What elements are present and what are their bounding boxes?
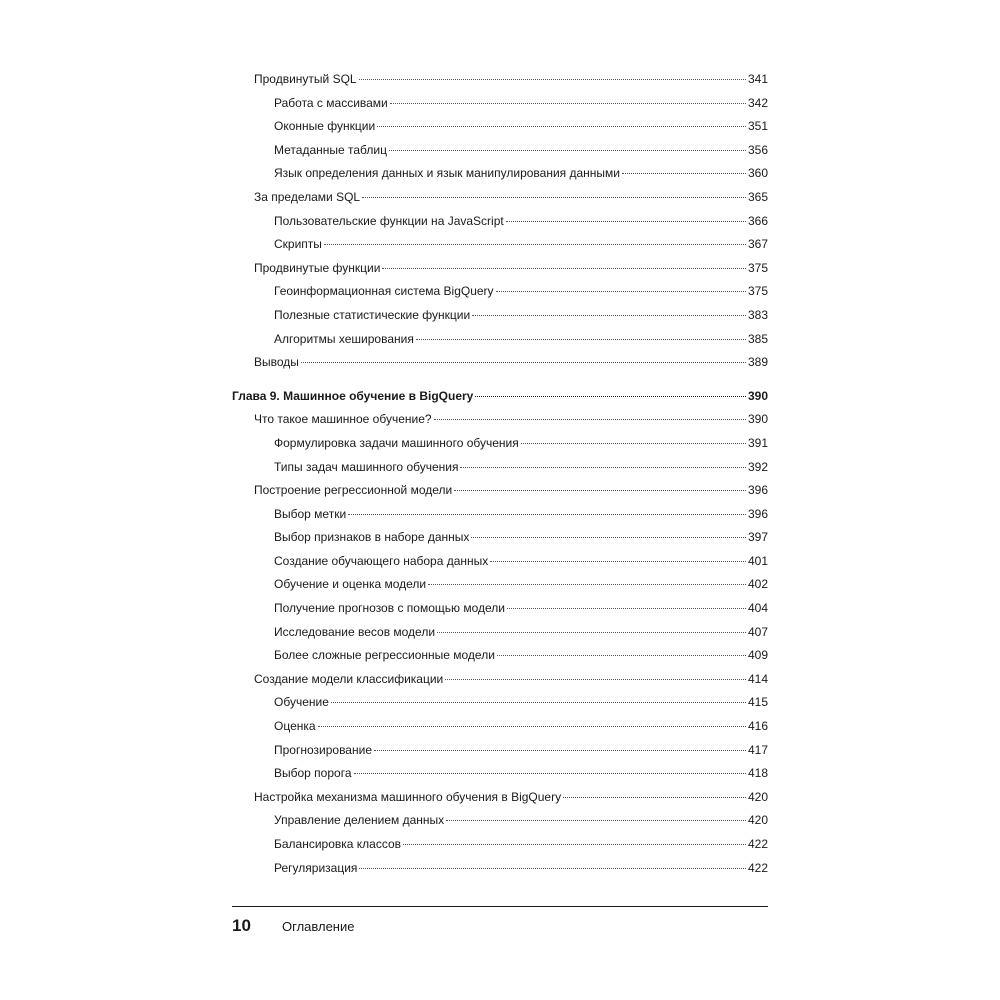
toc-entry xyxy=(232,526,768,550)
toc-entry-title: Настройка механизма машинного обучения в BigQuery xyxy=(254,789,562,804)
toc-entry-page: 396 xyxy=(747,483,768,498)
toc-leader-dots xyxy=(496,291,746,292)
toc-leader-dots xyxy=(362,197,746,198)
toc-entry-title: Выбор признаков в наборе данных xyxy=(274,530,470,545)
toc-entry-title: Продвинутые функции xyxy=(254,260,381,275)
toc-entry-page: 389 xyxy=(747,355,768,370)
toc-entry-page: 401 xyxy=(747,553,768,568)
toc-entry-title: Выбор порога xyxy=(274,766,352,781)
toc-entry-page: 422 xyxy=(747,837,768,851)
toc-entry xyxy=(232,644,768,668)
toc-entry-title: За пределами SQL xyxy=(254,189,361,204)
toc-entry xyxy=(232,139,768,163)
toc-entry xyxy=(232,857,768,881)
toc-entry xyxy=(232,739,768,763)
toc-entry-title: Обучение и оценка модели xyxy=(274,577,427,592)
toc-entry-title: Создание обучающего набора данных xyxy=(274,553,489,568)
toc-entry xyxy=(232,456,768,480)
toc-entry-title: Регуляризация xyxy=(274,860,358,875)
toc-leader-dots xyxy=(359,79,746,80)
toc-entry-title: Построение регрессионной модели xyxy=(254,483,453,498)
toc-entry-title: Оценка xyxy=(274,719,316,734)
toc-leader-dots xyxy=(454,490,746,491)
toc-entry-title: Исследование весов модели xyxy=(274,624,436,639)
toc-leader-dots xyxy=(377,126,746,127)
toc-entry xyxy=(232,162,768,186)
toc-entry-title: Балансировка классов xyxy=(274,837,402,851)
toc-leader-dots xyxy=(445,679,746,680)
toc-entry-page: 415 xyxy=(747,695,768,710)
toc-entry-page: 420 xyxy=(747,789,768,804)
toc-entry-page: 407 xyxy=(747,624,768,639)
toc-entry-page: 375 xyxy=(747,284,768,299)
toc-entry-title: Что такое машинное обучение? xyxy=(254,412,432,427)
toc-entry xyxy=(232,304,768,328)
footer-section-title: Оглавление xyxy=(282,918,355,934)
toc-entry-title: Управление делением данных xyxy=(274,813,445,828)
toc-entry-title: Работа с массивами xyxy=(274,95,388,110)
toc-leader-dots xyxy=(434,419,746,420)
toc-entry-page: 414 xyxy=(747,671,768,686)
toc-entry-title: Продвинутый SQL xyxy=(254,72,357,86)
toc-leader-dots xyxy=(374,750,746,751)
toc-entry-page: 390 xyxy=(747,388,768,403)
toc-leader-dots xyxy=(324,244,746,245)
toc-entry-page: 402 xyxy=(747,577,768,592)
toc-entry-page: 404 xyxy=(747,601,768,616)
toc-entry xyxy=(232,503,768,527)
toc-entry-title: Выводы xyxy=(254,355,299,370)
toc-entry xyxy=(232,432,768,456)
toc-entry xyxy=(232,233,768,257)
toc-entry-page: 383 xyxy=(747,307,768,322)
toc-entry-title: Метаданные таблиц xyxy=(274,142,387,157)
toc-leader-dots xyxy=(389,150,746,151)
toc-leader-dots xyxy=(348,514,746,515)
toc-entry xyxy=(232,597,768,621)
toc-entry-title: Формулировка задачи машинного обучения xyxy=(274,435,519,450)
toc-entry-page: 390 xyxy=(747,412,768,427)
toc-leader-dots xyxy=(497,655,746,656)
toc-leader-dots xyxy=(506,221,746,222)
toc-entry-page: 391 xyxy=(747,435,768,450)
toc-leader-dots xyxy=(507,608,746,609)
toc-entry-title: Прогнозирование xyxy=(274,742,372,757)
toc-entry xyxy=(232,186,768,210)
toc-entry-title: Алгоритмы хеширования xyxy=(274,331,414,346)
toc-leader-dots xyxy=(622,173,746,174)
toc-entry xyxy=(232,257,768,281)
toc-entry-title: Язык определения данных и язык манипулирования данными xyxy=(274,166,621,181)
toc-leader-dots xyxy=(318,726,746,727)
toc-entry-page: 418 xyxy=(747,766,768,781)
toc-leader-dots xyxy=(472,315,746,316)
toc-entry-page: 365 xyxy=(747,189,768,204)
toc-entry-title: Выбор метки xyxy=(274,506,347,521)
toc-entry xyxy=(232,691,768,715)
toc-entry-title: Создание модели классификации xyxy=(254,671,444,686)
toc-entry xyxy=(232,408,768,432)
toc-leader-dots xyxy=(475,396,746,397)
toc-entry-page: 396 xyxy=(747,506,768,521)
toc-entry-page: 417 xyxy=(747,742,768,757)
toc-entry-page: 420 xyxy=(747,813,768,828)
toc-entry-page: 375 xyxy=(747,260,768,275)
toc-entry-title: Обучение xyxy=(274,695,329,710)
toc-entry xyxy=(232,92,768,116)
toc-leader-dots xyxy=(354,773,746,774)
toc-entry-page: 341 xyxy=(747,72,768,86)
toc-leader-dots xyxy=(359,868,746,869)
toc-entry xyxy=(232,762,768,786)
toc-leader-dots xyxy=(301,362,746,363)
toc-leader-dots xyxy=(460,467,745,468)
toc-entry-title: Получение прогнозов с помощью модели xyxy=(274,601,505,616)
toc-entry-title: Более сложные регрессионные модели xyxy=(274,648,495,663)
toc-entry-title: Скрипты xyxy=(274,237,322,252)
toc-entry-page: 366 xyxy=(747,213,768,228)
toc-entry-page: 416 xyxy=(747,719,768,734)
toc-entry-page: 422 xyxy=(747,860,768,875)
page-footer xyxy=(232,912,354,940)
footer-divider xyxy=(232,906,768,907)
toc-entry-page: 342 xyxy=(747,95,768,110)
toc-entry-page: 356 xyxy=(747,142,768,157)
toc-entry-title: Типы задач машинного обучения xyxy=(274,459,459,474)
toc-entry xyxy=(232,833,768,857)
toc-leader-dots xyxy=(490,561,746,562)
toc-leader-dots xyxy=(428,584,746,585)
toc-leader-dots xyxy=(437,632,746,633)
toc-entry xyxy=(232,786,768,810)
toc-entry-page: 397 xyxy=(747,530,768,545)
toc-entry-page: 385 xyxy=(747,331,768,346)
toc-entry-title: Оконные функции xyxy=(274,119,376,134)
toc-leader-dots xyxy=(471,537,746,538)
toc-entry-page: 367 xyxy=(747,237,768,252)
toc-entry-title: Полезные статистические функции xyxy=(274,307,471,322)
toc-entry xyxy=(232,715,768,739)
footer-page-number: 10 xyxy=(232,916,251,935)
toc-entry-page: 360 xyxy=(747,166,768,181)
toc-leader-dots xyxy=(416,339,746,340)
toc-entry xyxy=(232,479,768,503)
toc-entry-title: Пользовательские функции на JavaScript xyxy=(274,213,504,228)
toc-entry xyxy=(232,351,768,375)
toc-entry xyxy=(232,328,768,352)
toc-leader-dots xyxy=(563,797,746,798)
toc-entry xyxy=(232,621,768,645)
toc-entry xyxy=(232,210,768,234)
toc-entry xyxy=(232,280,768,304)
toc-entry xyxy=(232,573,768,597)
toc-entry-page: 392 xyxy=(747,459,768,474)
toc-entry-page: 351 xyxy=(747,119,768,134)
toc-entry-page: 409 xyxy=(747,648,768,663)
toc-entry xyxy=(232,668,768,692)
toc-entry-title: Геоинформационная система BigQuery xyxy=(274,284,494,299)
toc-entry xyxy=(232,550,768,574)
toc-leader-dots xyxy=(521,443,746,444)
toc-leader-dots xyxy=(390,103,746,104)
toc-leader-dots xyxy=(446,820,746,821)
toc-leader-dots xyxy=(382,268,746,269)
toc-entry xyxy=(232,115,768,139)
toc-chapter-entry xyxy=(232,385,768,409)
toc-entry-title: Глава 9. Машинное обучение в BigQuery xyxy=(232,388,474,403)
table-of-contents xyxy=(232,68,768,880)
toc-leader-dots xyxy=(331,702,746,703)
toc-entry xyxy=(232,68,768,92)
toc-leader-dots xyxy=(403,844,746,845)
toc-entry xyxy=(232,809,768,833)
